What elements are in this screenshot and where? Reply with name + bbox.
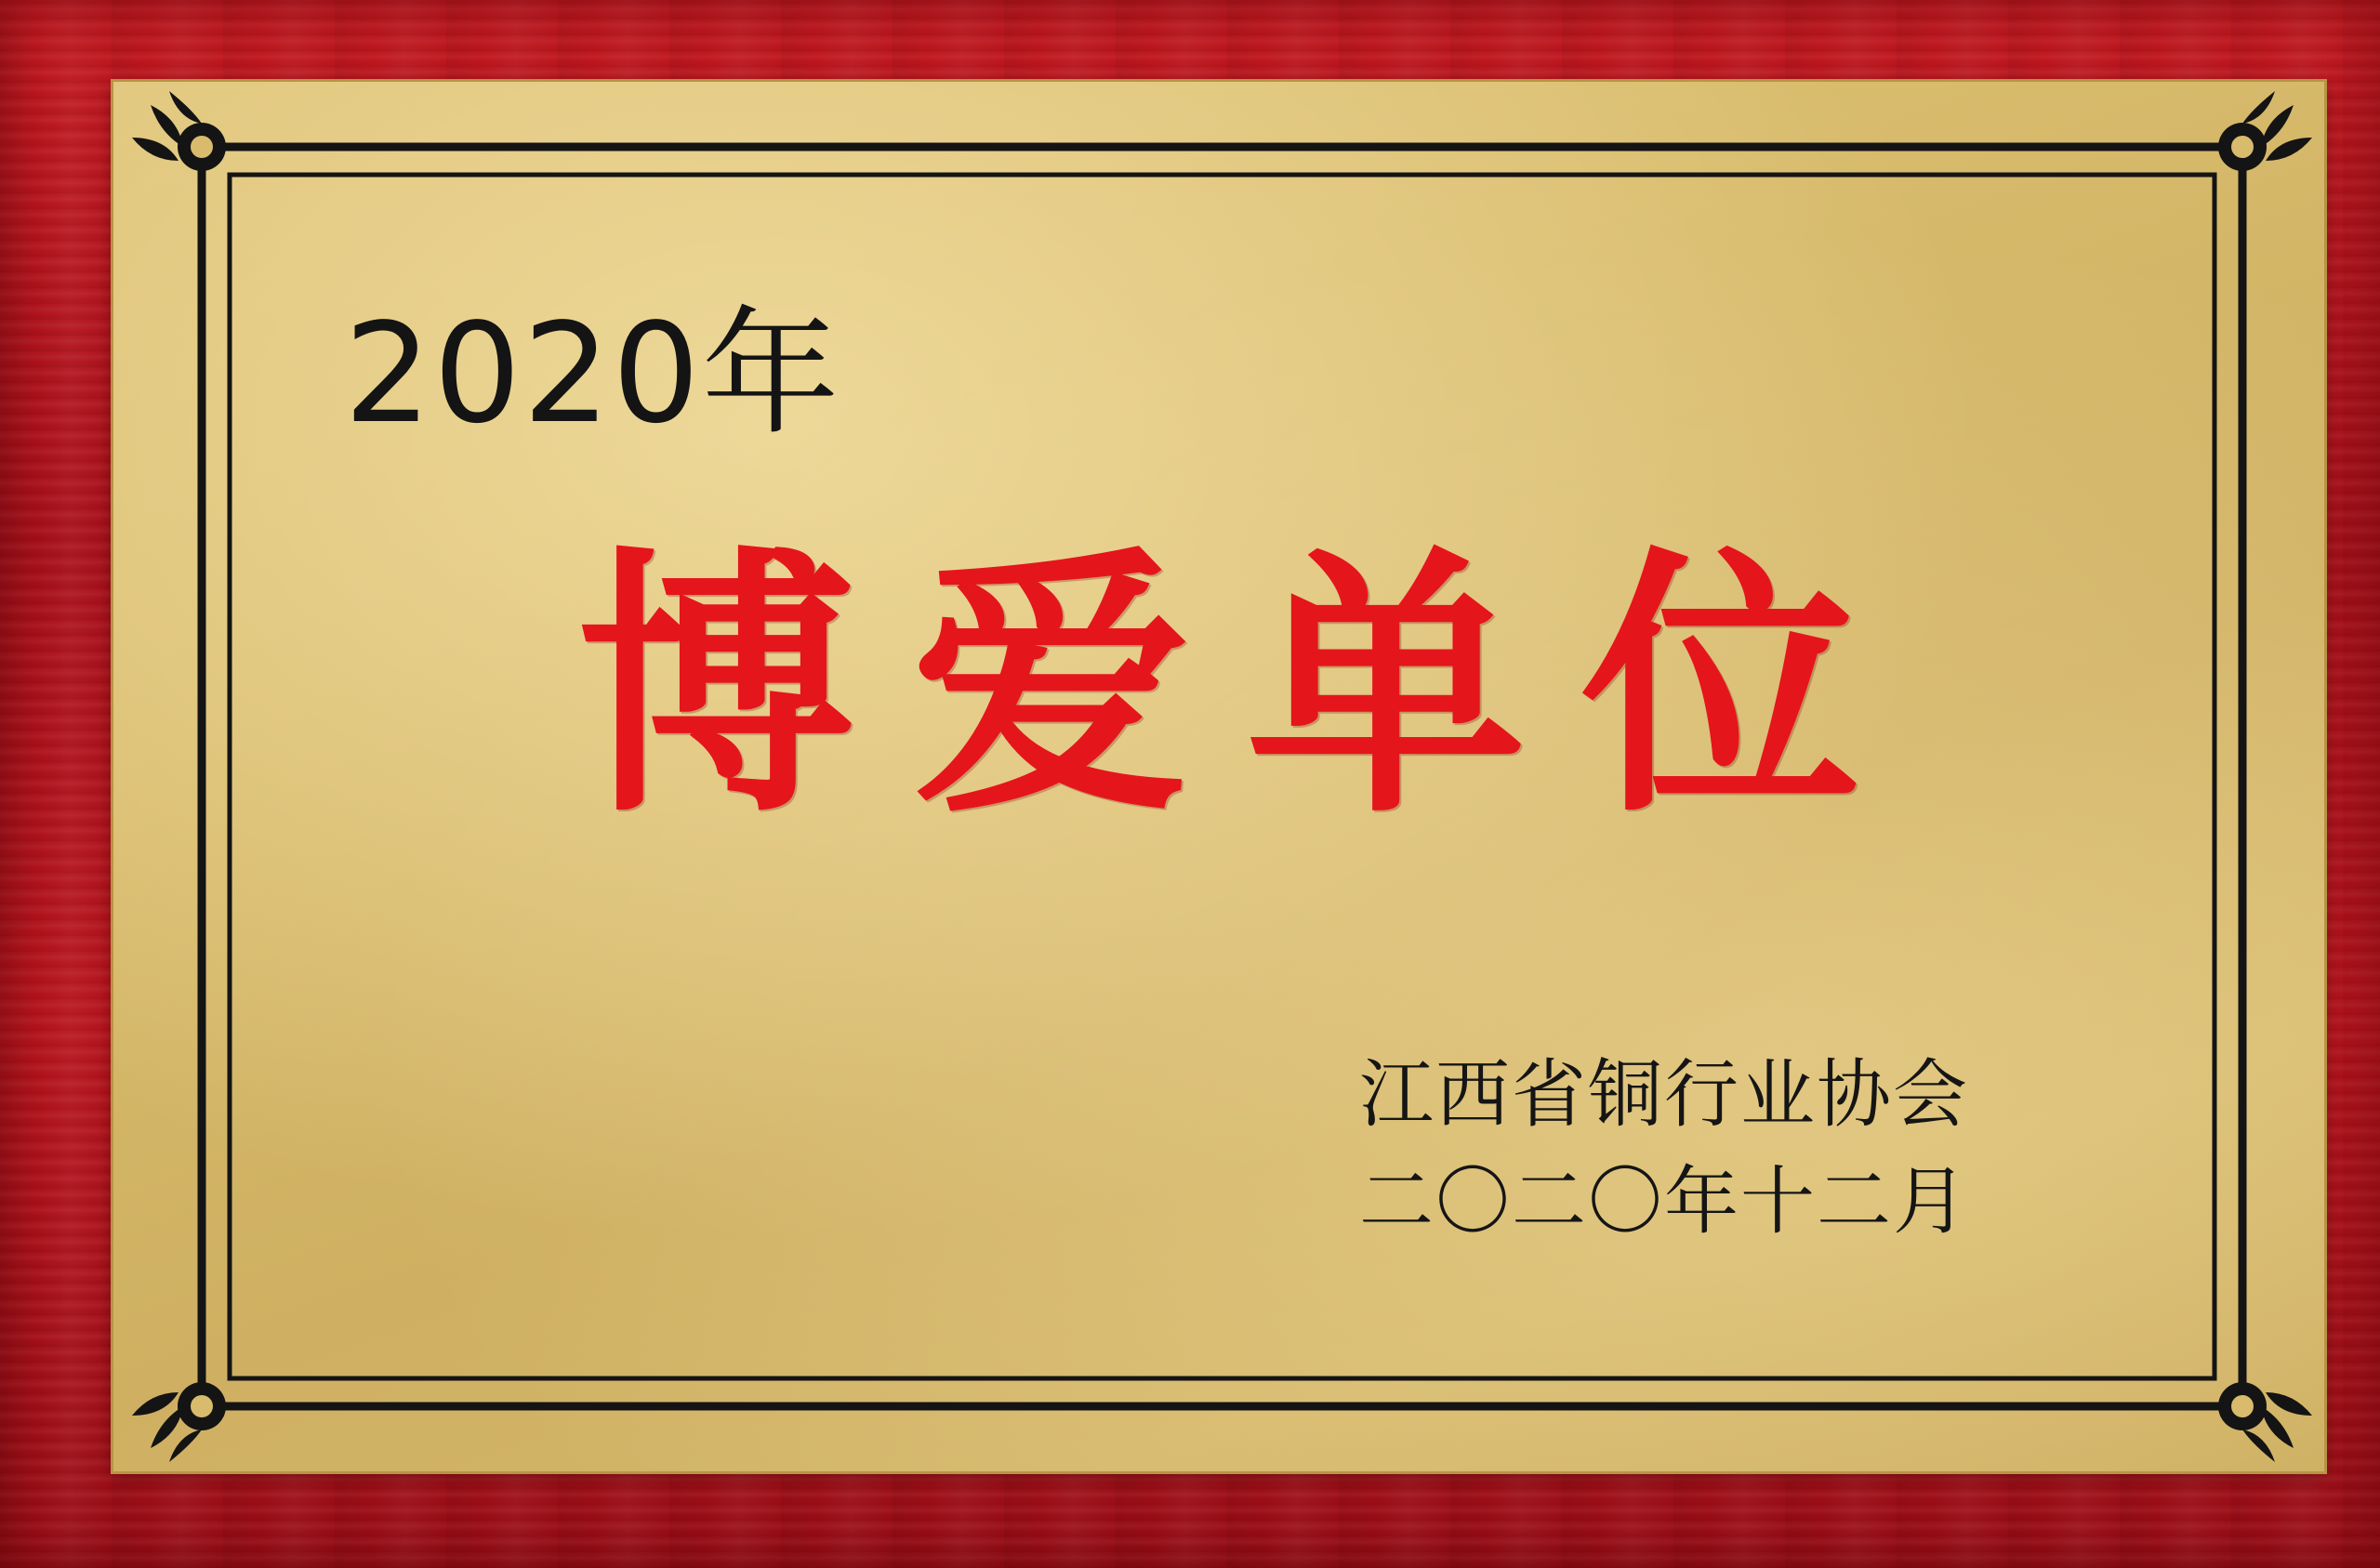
corner-ornament-top-right (2218, 91, 2312, 171)
issue-date: 二〇二〇年十二月 (1359, 1158, 1969, 1245)
corner-ornament-top-left (132, 91, 226, 171)
year-heading: 2020年 (344, 294, 841, 454)
issuer-name: 江西省铜行业协会 (1359, 1051, 1969, 1138)
corner-ornament-bottom-left (132, 1382, 226, 1462)
award-title: 博爱单位 (577, 521, 1916, 850)
corner-ornament-bottom-right (2218, 1382, 2312, 1462)
gold-plate (113, 82, 2324, 1471)
